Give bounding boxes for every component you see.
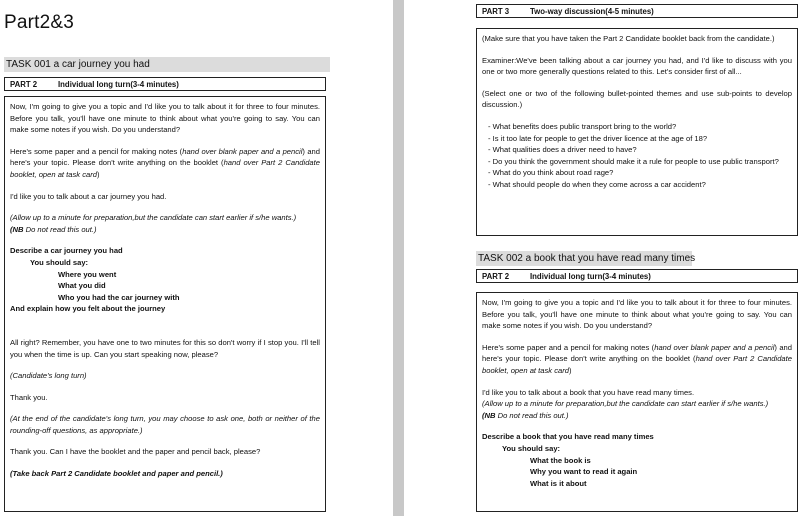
part3-description: Two-way discussion(4-5 minutes): [530, 6, 654, 16]
cue-card-should-say: You should say:: [30, 257, 89, 267]
thank-you-text: Thank you.: [10, 392, 48, 402]
end-of-turn-note: (At the end of the candidate's long turn, you may choose to ask one, both or neither of the rounding-off questions, as appropriate.): [10, 414, 320, 435]
discussion-question-1: - What benefits does public transport bring to the world?: [488, 121, 677, 131]
discussion-question-4: - Do you think the government should make it a rule for people to use public transport?: [488, 156, 779, 166]
document-title: Part2&3: [4, 12, 75, 33]
discussion-question-2: - Is it too late for people to get the driver licence at the age of 18?: [488, 133, 708, 143]
task-002-intro-text: Now, I'm going to give you a topic and I'd like you to talk about it for three to four minutes. Before you talk, you'll have one minute to think about what you're going to say. You can make some notes if you wish. Do you understand?: [482, 298, 792, 331]
page-gutter: [393, 0, 404, 516]
task-001-title: TASK 001 a car journey you had: [4, 57, 330, 72]
part3-label: PART 3: [482, 6, 510, 16]
right-page: [404, 0, 800, 516]
all-right-text: All right? Remember, you have one to two minutes for this so don't worry if I stop you. I'll tell you when the time is up. Can you start speaking now, please?: [10, 337, 320, 359]
intro-text: Now, I'm going to give you a topic and I'd like you to talk about it for three to four minutes. Before you talk, you'll have one minute to think about what you're going to say. You can make some notes if you wish. Do you understand?: [10, 102, 320, 135]
task-002-cue-card-should-say: You should say:: [502, 443, 561, 453]
part3-box: [476, 28, 798, 236]
part3-header: [476, 4, 798, 18]
long-turn-note: (Candidate's long turn): [10, 371, 87, 381]
part2-label: PART 2: [10, 79, 38, 89]
take-back-note: (Take back Part 2 Candidate booklet and paper and pencil.): [10, 469, 223, 479]
part2-description: Individual long turn(3-4 minutes): [58, 79, 179, 89]
discussion-question-5: - What do you think about road rage?: [488, 168, 614, 178]
task-001-part2-header: [4, 77, 326, 91]
examiner-text: Examiner:We've been talking about a car journey you had, and I'd like to discuss with you one or two more generally questions related to this. Let's consider first of all...: [482, 55, 792, 77]
task-002-cue-card-point-3: What is it about: [530, 478, 587, 488]
task-002-paper-instructions: Here's some paper and a pencil for making notes (hand over blank paper and a pencil) and here's your topic. Please don't write anything on the booklet (hand over Part 2 Candidate booklet, open at task card): [482, 342, 792, 375]
paper-instructions: Here's some paper and a pencil for making notes (hand over blank paper and a pencil) and here's your topic. Please don't write anything on the booklet (hand over Part 2 Candidate booklet, open at task card): [10, 146, 320, 179]
task-002-part2-label: PART 2: [482, 271, 510, 281]
talk-about-text: I'd like you to talk about a car journey you had.: [10, 191, 167, 201]
task-002-allow-prep-text: (Allow up to a minute for preparation,but the candidate can start earlier if s/he wants.): [482, 399, 769, 409]
allow-prep-text: (Allow up to a minute for preparation,but the candidate can start earlier if s/he wants.): [10, 213, 297, 223]
cue-card-point-2: What you did: [58, 281, 106, 291]
nb-note: (NB Do not read this out.): [10, 224, 97, 234]
task-002-title: TASK 002 a book that you have read many times: [478, 253, 696, 264]
task-002-cue-card-point-2: Why you want to read it again: [530, 467, 638, 477]
task-002-part2-header: [476, 269, 798, 283]
discussion-question-3: - What qualities does a driver need to have?: [488, 145, 637, 155]
cue-card-explain: And explain how you felt about the journey: [10, 304, 166, 314]
task-002-cue-card-describe: Describe a book that you have read many times: [482, 432, 654, 442]
thank-back-text: Thank you. Can I have the booklet and the paper and pencil back, please?: [10, 447, 261, 457]
make-sure-note: (Make sure that you have taken the Part 2 Candidate booklet back from the candidate.): [482, 34, 775, 43]
task-002-talk-about-text: I'd like you to talk about a book that you have read many times.: [482, 387, 695, 397]
task-002-cue-card-point-1: What the book is: [530, 455, 591, 465]
cue-card-point-3: Who you had the car journey with: [58, 292, 180, 302]
cue-card-describe: Describe a car journey you had: [10, 246, 123, 256]
cue-card-point-1: Where you went: [58, 269, 117, 279]
task-002-part2-description: Individual long turn(3-4 minutes): [530, 271, 651, 281]
select-themes-note: (Select one or two of the following bullet-pointed themes and use sub-points to develop discussion.): [482, 88, 792, 110]
task-002-nb-note: (NB Do not read this out.): [482, 410, 569, 420]
discussion-question-6: - What should people do when they come across a car accident?: [488, 179, 706, 189]
task-001-part2-box: [4, 96, 326, 512]
task-002-part2-box: [476, 292, 798, 512]
left-page: [0, 0, 330, 516]
